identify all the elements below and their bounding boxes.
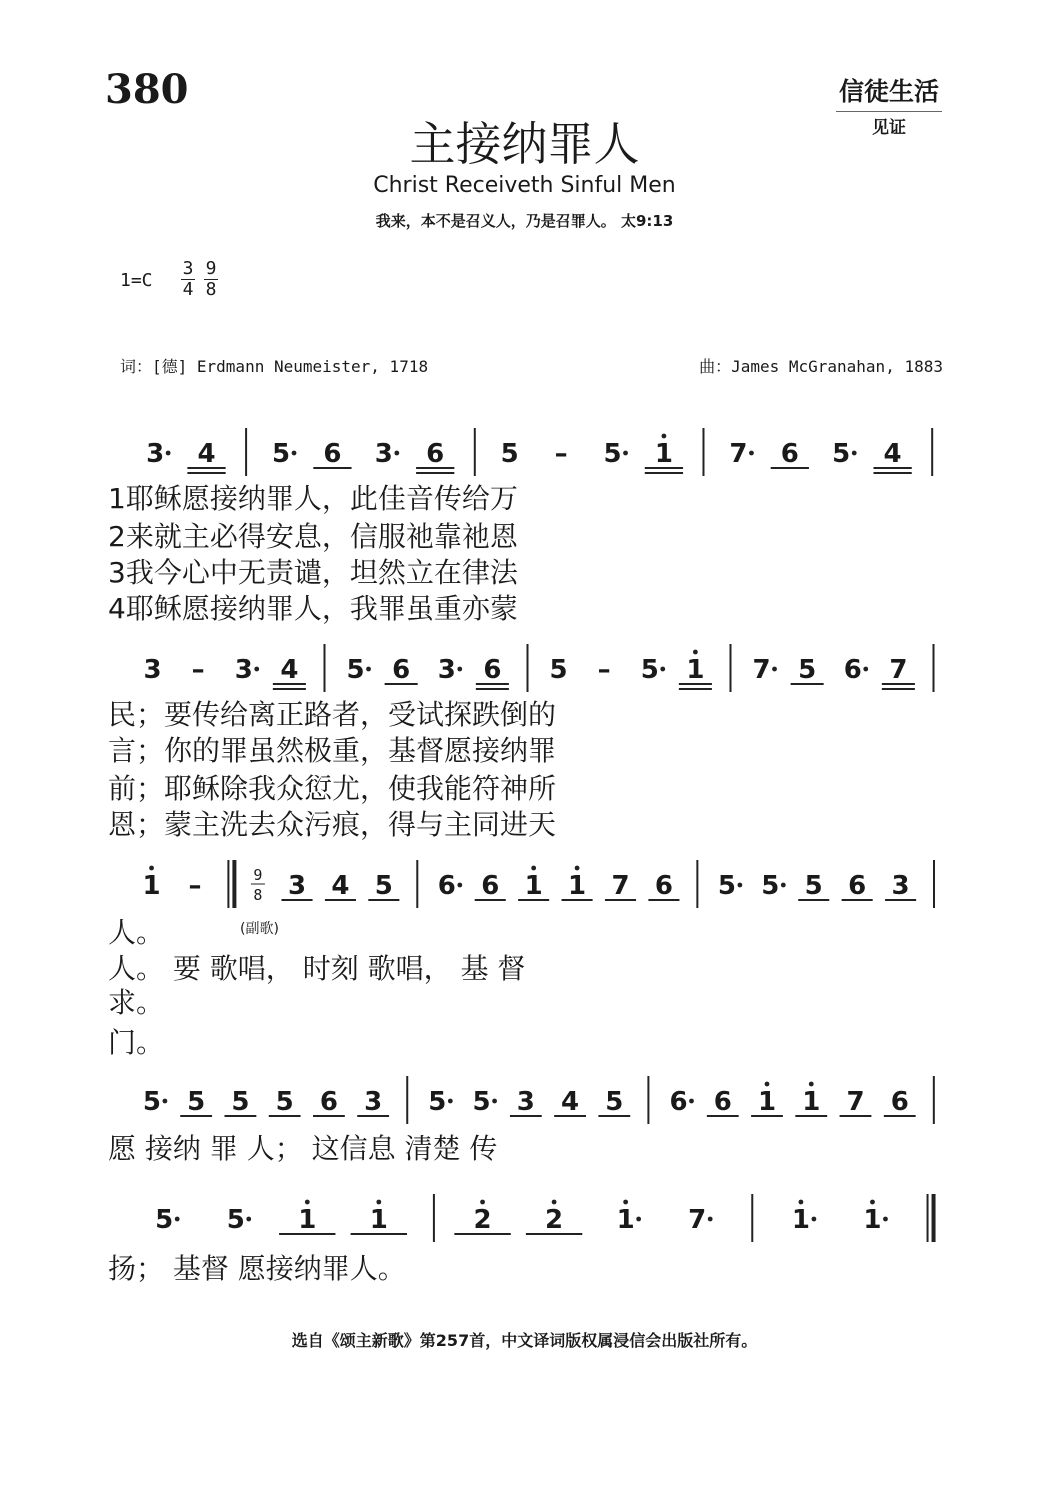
note: 1 bbox=[863, 1205, 882, 1235]
note: 5 bbox=[231, 1087, 250, 1117]
note: 1 bbox=[369, 1205, 388, 1235]
note: 3 bbox=[516, 1087, 535, 1117]
note: 6 bbox=[654, 871, 673, 901]
note: 1 bbox=[142, 871, 161, 901]
note: 6 bbox=[669, 1087, 688, 1117]
rhythm-dot bbox=[708, 1217, 713, 1222]
note: 6 bbox=[319, 1087, 338, 1117]
note: 7 bbox=[889, 655, 908, 685]
time-signature-denominator: 8 bbox=[253, 886, 263, 904]
rhythm-dot bbox=[883, 1217, 888, 1222]
note: 5 bbox=[500, 439, 519, 469]
note: 7 bbox=[752, 655, 771, 685]
subcategory-label: 见证 bbox=[872, 118, 906, 138]
octave-dot bbox=[575, 866, 580, 871]
note: 5 bbox=[472, 1087, 491, 1117]
dash: – bbox=[188, 871, 202, 901]
octave-dot bbox=[531, 866, 536, 871]
note: 6 bbox=[481, 871, 500, 901]
rhythm-dot bbox=[254, 667, 259, 672]
rhythm-dot bbox=[457, 883, 462, 888]
octave-dot bbox=[480, 1200, 485, 1205]
octave-dot bbox=[552, 1200, 557, 1205]
note: 6 bbox=[392, 655, 411, 685]
note: 3 bbox=[374, 439, 393, 469]
note: 6 bbox=[780, 439, 799, 469]
hymn-subtitle: Christ Receiveth Sinful Men bbox=[373, 173, 676, 198]
chorus-label: (副歌) bbox=[240, 921, 279, 937]
lyric-line: 前；耶稣除我众愆尤，使我能符神所 bbox=[108, 772, 557, 805]
lyric-line: 门。 bbox=[108, 1026, 165, 1059]
note: 3 bbox=[234, 655, 253, 685]
time-signature-numerator: 9 bbox=[253, 866, 263, 884]
note: 4 bbox=[280, 655, 299, 685]
octave-dot bbox=[149, 866, 154, 871]
note: 5 bbox=[187, 1087, 206, 1117]
hymn-title: 主接纳罪人 bbox=[409, 117, 640, 171]
octave-dot bbox=[662, 434, 667, 439]
note: 5 bbox=[428, 1087, 447, 1117]
note: 1 bbox=[791, 1205, 810, 1235]
lyric-line: 2来就主必得安息，信服祂靠祂恩 bbox=[108, 520, 518, 553]
note: 4 bbox=[561, 1087, 580, 1117]
note: 4 bbox=[197, 439, 216, 469]
rhythm-dot bbox=[246, 1217, 251, 1222]
lyric-line: 求。 bbox=[108, 986, 165, 1019]
note: 1 bbox=[616, 1205, 635, 1235]
rhythm-dot bbox=[394, 451, 399, 456]
note: 5 bbox=[605, 1087, 624, 1117]
lyric-line: 言；你的罪虽然极重，基督愿接纳罪 bbox=[108, 734, 557, 767]
note: 6 bbox=[426, 439, 445, 469]
rhythm-dot bbox=[660, 667, 665, 672]
note: 6 bbox=[483, 655, 502, 685]
rhythm-dot bbox=[166, 451, 171, 456]
rhythm-dot bbox=[292, 451, 297, 456]
note: 5 bbox=[374, 871, 393, 901]
lyric-line: 人。 bbox=[108, 916, 165, 949]
note: 7 bbox=[688, 1205, 707, 1235]
octave-dot bbox=[765, 1082, 770, 1087]
category-label: 信徒生活 bbox=[836, 72, 942, 112]
lyric-line: 民；要传给离正路者，受试探跌倒的 bbox=[108, 698, 557, 731]
note: 5 bbox=[832, 439, 851, 469]
note: 7 bbox=[729, 439, 748, 469]
dash: – bbox=[597, 655, 611, 685]
octave-dot bbox=[799, 1200, 804, 1205]
rhythm-dot bbox=[749, 451, 754, 456]
note: 5 bbox=[226, 1205, 245, 1235]
octave-dot bbox=[305, 1200, 310, 1205]
rhythm-dot bbox=[852, 451, 857, 456]
rhythm-dot bbox=[175, 1217, 180, 1222]
lyric-line: 4耶稣愿接纳罪人，我罪虽重亦蒙 bbox=[108, 592, 518, 625]
note: 3 bbox=[143, 655, 162, 685]
note: 3 bbox=[437, 655, 456, 685]
note: 3 bbox=[287, 871, 307, 901]
note: 7 bbox=[611, 871, 630, 901]
lyric-line: 3我今心中无责谴，坦然立在律法 bbox=[108, 556, 518, 589]
note: 1 bbox=[654, 439, 673, 469]
note: 5 bbox=[798, 655, 817, 685]
note: 6 bbox=[848, 871, 867, 901]
lyric-line: 恩；蒙主洗去众污痕，得与主同进天 bbox=[108, 808, 557, 841]
note: 5 bbox=[155, 1205, 174, 1235]
rhythm-dot bbox=[448, 1099, 453, 1104]
lyric-line: 1耶稣愿接纳罪人，此佳音传给万 bbox=[108, 482, 518, 515]
note: 5 bbox=[804, 871, 823, 901]
lyricist-credit: 词：[德] Erdmann Neumeister, 1718 bbox=[120, 357, 429, 376]
rhythm-dot bbox=[366, 667, 371, 672]
composer-credit: 曲：James McGranahan, 1883 bbox=[699, 357, 943, 376]
note: 5 bbox=[346, 655, 365, 685]
note: 2 bbox=[473, 1205, 492, 1235]
note: 5 bbox=[603, 439, 622, 469]
octave-dot bbox=[376, 1200, 381, 1205]
note: 5 bbox=[640, 655, 659, 685]
note: 1 bbox=[524, 871, 543, 901]
note: 3 bbox=[364, 1087, 383, 1117]
rhythm-dot bbox=[689, 1099, 694, 1104]
note: 5 bbox=[271, 439, 291, 469]
lyric-line: 人。 要 歌唱， 时刻 歌唱， 基 督 bbox=[108, 952, 526, 985]
scripture-reference: 我来，本不是召义人，乃是召罪人。 太9:13 bbox=[375, 212, 674, 230]
note: 1 bbox=[757, 1087, 777, 1117]
note: 6 bbox=[890, 1087, 909, 1117]
rhythm-dot bbox=[781, 883, 786, 888]
lyric-line: 愿 接纳 罪 人； 这信息 清楚 传 bbox=[108, 1132, 498, 1165]
key-signature: 1=C bbox=[120, 270, 153, 291]
lyric-line: 扬； 基督 愿接纳罪人。 bbox=[108, 1252, 406, 1285]
note: 4 bbox=[883, 439, 902, 469]
rhythm-dot bbox=[457, 667, 462, 672]
rhythm-dot bbox=[163, 1099, 168, 1104]
note: 1 bbox=[802, 1087, 821, 1117]
rhythm-dot bbox=[636, 1217, 641, 1222]
time-signature-denominator: 4 bbox=[182, 279, 194, 300]
note: 5 bbox=[275, 1087, 294, 1117]
hymn-number: 380 bbox=[105, 66, 189, 113]
note: 1 bbox=[298, 1205, 317, 1235]
rhythm-dot bbox=[492, 1099, 497, 1104]
dash: – bbox=[554, 439, 568, 469]
rhythm-dot bbox=[863, 667, 868, 672]
note: 6 bbox=[437, 871, 456, 901]
time-signature-denominator: 8 bbox=[205, 279, 217, 300]
note: 3 bbox=[891, 871, 910, 901]
note: 4 bbox=[331, 871, 350, 901]
note: 3 bbox=[146, 439, 165, 469]
note: 5 bbox=[549, 655, 568, 685]
note: 6 bbox=[843, 655, 862, 685]
note: 2 bbox=[545, 1205, 564, 1235]
octave-dot bbox=[809, 1082, 814, 1087]
octave-dot bbox=[693, 650, 698, 655]
rhythm-dot bbox=[812, 1217, 817, 1222]
note: 1 bbox=[686, 655, 705, 685]
time-signature-numerator: 3 bbox=[182, 258, 194, 279]
copyright-notice: 选自《颂主新歌》第257首，中文译词版权属浸信会出版社所有。 bbox=[291, 1331, 758, 1350]
rhythm-dot bbox=[623, 451, 628, 456]
note: 5 bbox=[761, 871, 780, 901]
note: 6 bbox=[713, 1087, 732, 1117]
note: 1 bbox=[568, 871, 587, 901]
rhythm-dot bbox=[772, 667, 777, 672]
note: 5 bbox=[142, 1087, 161, 1117]
time-signature-numerator: 9 bbox=[205, 258, 217, 279]
note: 7 bbox=[846, 1087, 865, 1117]
note: 5 bbox=[717, 871, 736, 901]
rhythm-dot bbox=[737, 883, 742, 888]
note: 6 bbox=[323, 439, 342, 469]
octave-dot bbox=[623, 1200, 628, 1205]
octave-dot bbox=[870, 1200, 875, 1205]
dash: – bbox=[191, 655, 205, 685]
